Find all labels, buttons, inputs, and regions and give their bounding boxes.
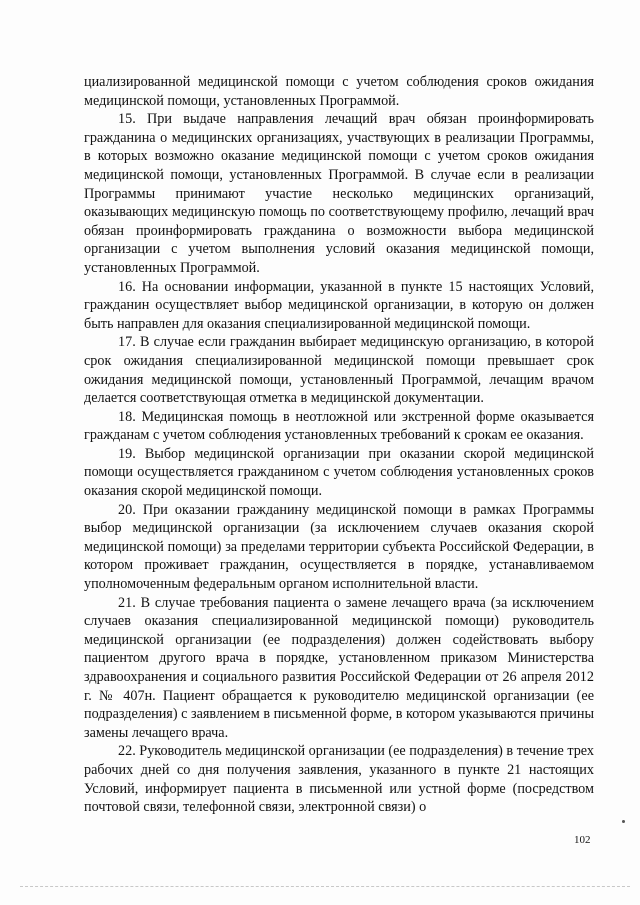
paragraph-15: 15. При выдаче направления лечащий врач обязан проинформировать гражданина о медицинских организациях, участвующих в реализации Программы, в которых возможно оказание медицинской помощи с учетом сроков ожидания медицинской помощи, установленных Программой. В случае если в реализации Программы принимают участие несколько медицинских организаций, оказывающих медицинскую помощь по соответствующему профилю, лечащий врач обязан проинформировать гражданина о возможности выбора медицинской организации с учетом выполнения условий оказания медицинской помощи, установленных Программой. (84, 111, 594, 276)
paragraph-18: 18. Медицинская помощь в неотложной или экстренной форме оказывается гражданам с учетом соблюдения установленных требований к срокам ее оказания. (84, 408, 594, 444)
paragraph-22: 22. Руководитель медицинской организации (ее подразделения) в течение трех рабочих дней со дня получения заявления, указанного в пункте 21 настоящих Условий, информирует пациента в письменной или устной форме (посредством почтовой связи, телефонной связи, электронной связи) о (84, 743, 594, 816)
page-bottom-edge (20, 886, 630, 887)
paragraph-17: 17. В случае если гражданин выбирает медицинскую организацию, в которой срок ожидания специализированной медицинской помощи превышает срок ожидания медицинской помощи, установленный Программой, лечащим врачом делается соответствующая отметка в медицинской документации. (84, 334, 594, 407)
scan-dot (622, 820, 625, 823)
paragraph-16: 16. На основании информации, указанной в пункте 15 настоящих Условий, гражданин осуществляет выбор медицинской организации, в которую он должен быть направлен для оказания специализированной медицинской помощи. (84, 278, 594, 332)
page-number: 102 (574, 834, 591, 846)
document-body (84, 73, 594, 817)
paragraph-continuation: циализированной медицинской помощи с учетом соблюдения сроков ожидания медицинской помощи, установленных Программой. (84, 74, 594, 109)
paragraph-19: 19. Выбор медицинской организации при оказании скорой медицинской помощи осуществляется гражданином с учетом соблюдения установленных сроков оказания скорой медицинской помощи. (84, 445, 594, 500)
paragraph-21: 21. В случае требования пациента о замене лечащего врача (за исключением случаев оказания специализированной медицинской помощи) руководитель медицинской организации (ее подразделения) должен содействовать выбору пациентом другого врача в порядке, установленном приказом Министерства здравоохранения и социального развития Российской Федерации от 26 апреля 2012 г. № 407н. Пациент обращается к руководителю медицинской организации (ее подразделения) с заявлением в письменной форме, в котором указываются причины замены лечащего врача. (84, 594, 594, 741)
paragraph-20: 20. При оказании гражданину медицинской помощи в рамках Программы выбор медицинской организации (за исключением случаев оказания скорой медицинской помощи) за пределами территории субъекта Российской Федерации, в котором проживает гражданин, осуществляется в порядке, устанавливаемом уполномоченным федеральным органом исполнительной власти. (84, 501, 594, 593)
